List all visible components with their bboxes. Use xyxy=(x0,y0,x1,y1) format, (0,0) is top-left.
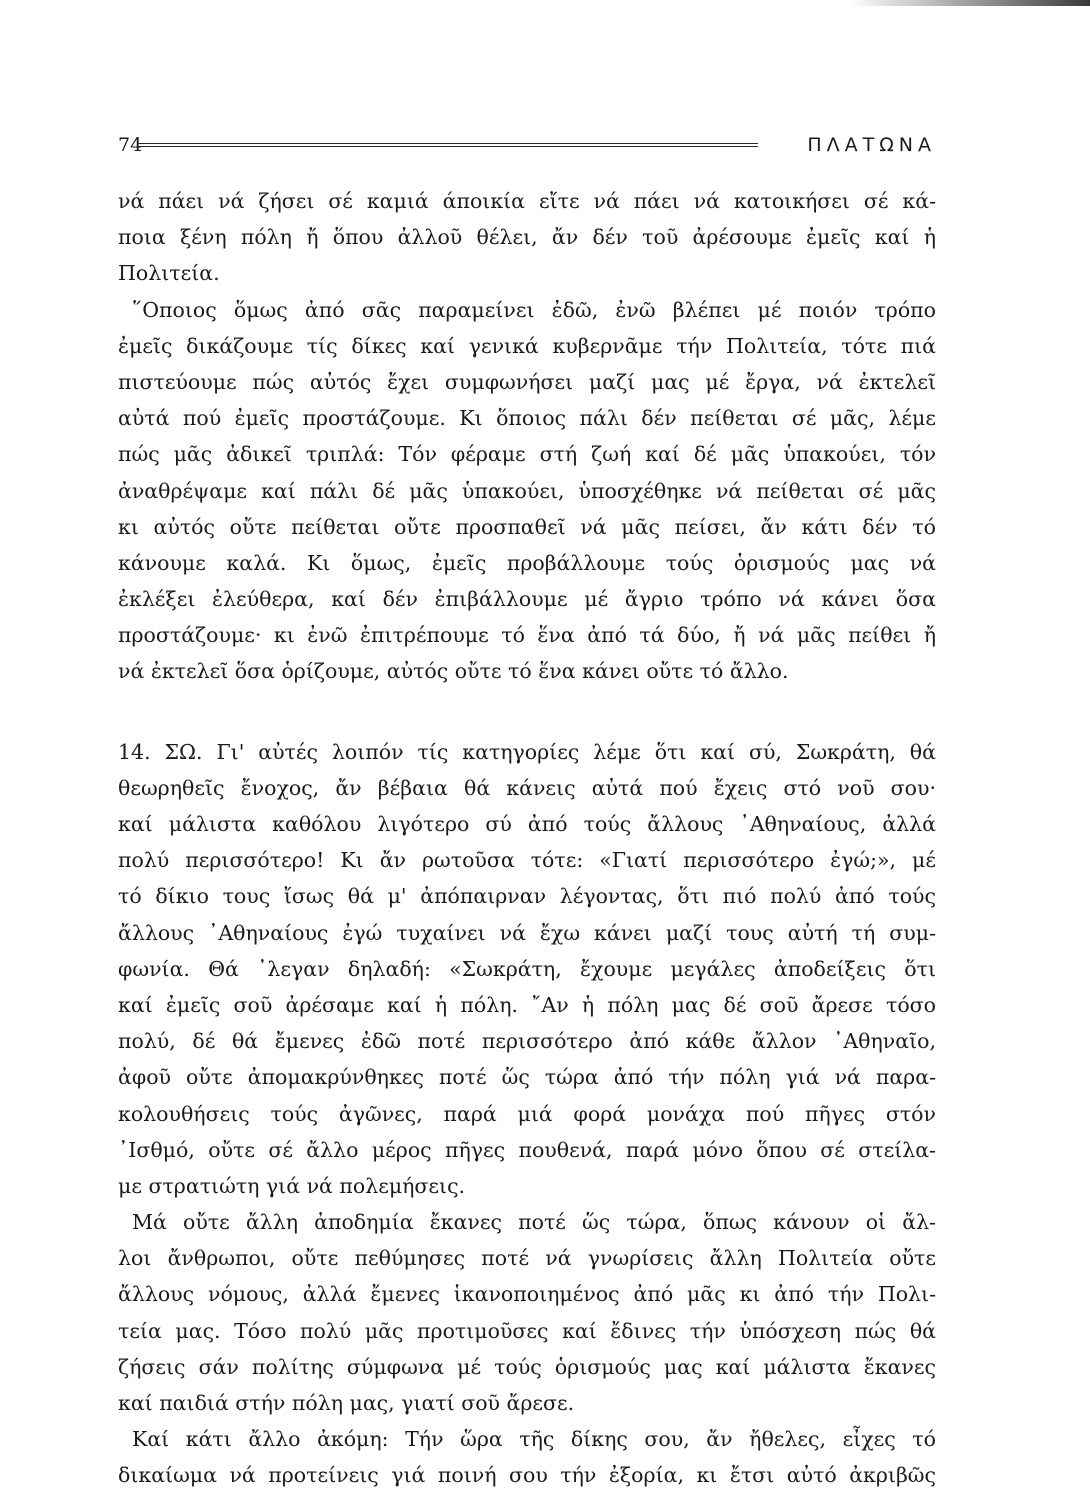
text-line: ἄλλους ᾿Αθηναίους ἐγώ τυχαίνει νά ἔχω κάνει μαζί τους αὐτή τή συμ- xyxy=(118,920,936,945)
text-line: ἄλλους νόμους, ἀλλά ἔμενες ἱκανοποιημένος ἀπό μᾶς κι ἀπό τήν Πολι- xyxy=(118,1282,936,1307)
text-line: δικαίωμα νά προτείνεις γιά ποινή σου τήν ἐξορία, κι ἔτσι αὐτό ἀκριβῶς xyxy=(118,1463,936,1488)
text-line: κολουθήσεις τούς ἀγῶνες, παρά μιά φορά μονάχα πού πῆγες στόν xyxy=(118,1101,936,1126)
text-line: 14. ΣΩ. Γι' αὐτές λοιπόν τίς κατηγορίες λέμε ὅτι καί σύ, Σωκράτη, θά xyxy=(118,739,936,764)
text-line: ἀναθρέψαμε καί πάλι δέ μᾶς ὑπακούει, ὑποσχέθηκε νά πείθεται σέ μᾶς xyxy=(118,478,936,503)
text-line: τεία μας. Τόσο πολύ μᾶς προτιμοῦσες καί ἔδινες τήν ὑπόσχεση πώς θά xyxy=(118,1318,936,1343)
body-text xyxy=(118,183,936,1494)
paragraph xyxy=(118,292,936,690)
text-line: κι αὐτός οὔτε πείθεται οὔτε προσπαθεῖ νά μᾶς πείσει, ἄν κάτι δέν τό xyxy=(118,514,936,539)
text-line: καί μάλιστα καθόλου λιγότερο σύ ἀπό τούς ἄλλους ᾿Αθηναίους, ἀλλά xyxy=(118,812,936,836)
running-title: ΠΛΑΤΩΝΑ xyxy=(807,134,936,156)
text-line: λοι ἄνθρωποι, οὔτε πεθύμησες ποτέ νά γνωρίσεις ἄλλη Πολιτεία οὔτε xyxy=(118,1246,936,1271)
text-line: ζήσεις σάν πολίτης σύμφωνα μέ τούς ὁρισμούς μας καί μάλιστα ἔκανες xyxy=(118,1354,936,1379)
text-line: ποια ξένη πόλη ἤ ὅπου ἀλλοῦ θέλει, ἄν δέν τοῦ ἀρέσουμε ἐμεῖς καί ἡ xyxy=(118,225,936,250)
text-line: νά πάει νά ζήσει σέ καμιά άποικία εἴτε νά πάει νά κατοικήσει σέ κά- xyxy=(118,189,936,213)
text-line: πώς μᾶς ἀδικεῖ τριπλά: Τόν φέραμε στή ζωή καί δέ μᾶς ὑπακούει, τόν xyxy=(118,442,936,467)
page-number: 74 xyxy=(118,134,143,156)
header-double-rule xyxy=(138,143,758,147)
text-line: με στρατιώτη γιά νά πολεμήσεις. xyxy=(118,1173,466,1198)
text-line: ἐμεῖς δικάζουμε τίς δίκες καί γενικά κυβερνᾶμε τήν Πολιτεία, τότε πιά xyxy=(118,333,936,358)
text-line: καί ἐμεῖς σοῦ ἀρέσαμε καί ἡ πόλη. ῎Αν ἡ πόλη μας δέ σοῦ ἄρεσε τόσο xyxy=(118,992,936,1017)
text-line: καί παιδιά στήν πόλη μας, γιατί σοῦ ἄρεσε. xyxy=(118,1391,575,1415)
text-line: ἐκλέξει ἐλεύθερα, καί δέν ἐπιβάλλουμε μέ ἄγριο τρόπο νά κάνει ὅσα xyxy=(118,587,936,612)
text-line: ῞Οποιος ὅμως ἀπό σᾶς παραμείνει ἐδῶ, ἐνῶ βλέπει μέ ποιόν τρόπο xyxy=(132,297,936,322)
text-line: Πολιτεία. xyxy=(118,261,220,286)
text-line: ἀφοῦ οὔτε ἀπομακρύνθηκες ποτέ ὥς τώρα ἀπό τήν πόλη γιά νά παρα- xyxy=(118,1065,936,1090)
text-line: πολύ περισσότερο! Κι ἄν ρωτοῦσα τότε: «Γιατί περισσότερο ἐγώ;», μέ xyxy=(118,848,936,873)
page-header xyxy=(118,132,936,158)
paragraph xyxy=(118,1421,936,1493)
text-line: πιστεύουμε πώς αὐτός ἔχει συμφωνήσει μαζί μας μέ ἔργα, νά ἐκτελεῖ xyxy=(118,369,936,394)
text-line: Μά οὔτε ἄλλη ἀποδημία ἔκανες ποτέ ὥς τώρα, ὅπως κάνουν οἱ ἄλ- xyxy=(132,1210,936,1235)
text-line: θεωρηθεῖς ἔνοχος, ἄν βέβαια θά κάνεις αὐτά πού ἔχεις στό νοῦ σου· xyxy=(118,775,936,800)
text-line: νά ἐκτελεῖ ὅσα ὁρίζουμε, αὐτός οὔτε τό ἕνα κάνει οὔτε τό ἄλλο. xyxy=(118,659,789,684)
text-line: πολύ, δέ θά ἔμενες ἐδῶ ποτέ περισσότερο ἀπό κάθε ἄλλον ᾿Αθηναῖο, xyxy=(118,1029,936,1054)
text-line: ᾿Ισθμό, οὔτε σέ ἄλλο μέρος πῆγες πουθενά, παρά μόνο ὅπου σέ στείλα- xyxy=(118,1137,936,1162)
paragraph xyxy=(118,183,936,292)
text-line: τό δίκιο τους ἴσως θά μ' ἀπόπαιρναν λέγοντας, ὅτι πιό πολύ ἀπό τούς xyxy=(118,884,936,909)
text-line: φωνία. Θά ᾿λεγαν δηλαδή: «Σωκράτη, ἔχουμε μεγάλες ἀποδείξεις ὅτι xyxy=(118,956,936,981)
text-line: κάνουμε καλά. Κι ὅμως, ἐμεῖς προβάλλουμε τούς ὁρισμούς μας νά xyxy=(118,550,936,575)
paragraph xyxy=(118,1204,936,1421)
text-line: αὐτά πού ἐμεῖς προστάζουμε. Κι ὅποιος πάλι δέν πείθεται σέ μᾶς, λέμε xyxy=(118,406,936,431)
section-gap xyxy=(118,690,936,734)
scan-edge-shadow xyxy=(850,0,1090,6)
text-line: Καί κάτι ἄλλο ἀκόμη: Τήν ὥρα τῆς δίκης σου, ἄν ἤθελες, εἶχες τό xyxy=(132,1427,936,1452)
text-line: προστάζουμε· κι ἐνῶ ἐπιτρέπουμε τό ἕνα ἀπό τά δύο, ἤ νά μᾶς πείθει ἤ xyxy=(118,623,936,648)
paragraph xyxy=(118,734,936,1204)
